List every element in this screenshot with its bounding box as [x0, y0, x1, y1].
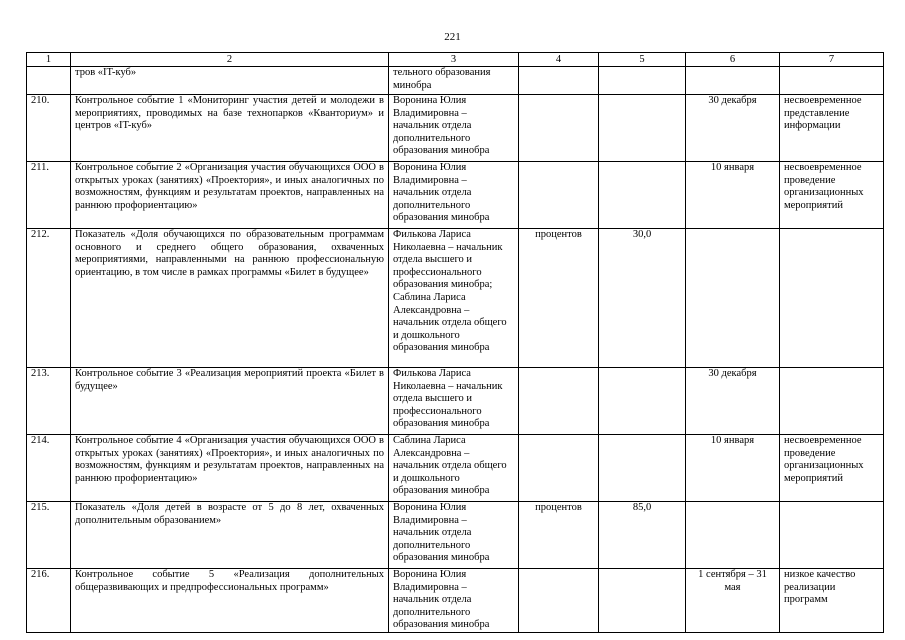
cell-name: Контрольное событие 4 «Организация участия обучающихся ООО в открытых уроках (занятиях) «Проектория», и иных аналогичных по возможностям, функциям и результатам проектов, направленных на раннюю профориентацию»: [71, 435, 389, 502]
cell-value: 85,0: [599, 502, 686, 569]
column-header: 1: [27, 53, 71, 67]
cell-unit: [519, 95, 599, 162]
cell-name: Контрольное событие 1 «Мониторинг участия детей и молодежи в мероприятиях, проводимых на базе технопарков «Кванториум» и центров «IT-куб»: [71, 95, 389, 162]
table-row: [27, 229, 884, 368]
cell-number: 212.: [27, 229, 71, 368]
cell-responsible: Воронина Юлия Владимировна – начальник отдела дополнительного образования минобра: [389, 502, 519, 569]
cell-responsible: Филькова Лариса Николаевна – начальник отдела высшего и профессионального образования минобра: [389, 368, 519, 435]
cell-value: [599, 95, 686, 162]
cell-responsible: Филькова Лариса Николаевна – начальник отдела высшего и профессионального образования минобра; Саблина Лариса Александровна – начальник отдела общего и дошкольного образования минобра: [389, 229, 519, 368]
cell-value: [599, 162, 686, 229]
cell-date: 30 декабря: [686, 368, 780, 435]
cell-date: 1 сентября – 31 мая: [686, 569, 780, 633]
cell-risk: [780, 502, 884, 569]
data-table: [26, 52, 884, 633]
cell-unit: процентов: [519, 229, 599, 368]
cell-risk: низкое качество реализации программ: [780, 569, 884, 633]
cell-responsible: Воронина Юлия Владимировна – начальник отдела дополнительного образования минобра: [389, 569, 519, 633]
cell-unit: [519, 569, 599, 633]
cell-number: 213.: [27, 368, 71, 435]
cell-risk: [780, 67, 884, 95]
cell-number: 214.: [27, 435, 71, 502]
cell-risk: [780, 368, 884, 435]
table-row: [27, 368, 884, 435]
cell-name: Показатель «Доля детей в возрасте от 5 до 8 лет, охваченных дополнительным образованием»: [71, 502, 389, 569]
cell-value: [599, 67, 686, 95]
cell-unit: [519, 67, 599, 95]
table-row: [27, 162, 884, 229]
column-header: 2: [71, 53, 389, 67]
cell-name: Контрольное событие 3 «Реализация мероприятий проекта «Билет в будущее»: [71, 368, 389, 435]
column-header: 4: [519, 53, 599, 67]
cell-responsible: тельного образования минобра: [389, 67, 519, 95]
cell-date: 10 января: [686, 435, 780, 502]
cell-responsible: Саблина Лариса Александровна – начальник отдела общего и дошкольного образования минобра: [389, 435, 519, 502]
column-header: 7: [780, 53, 884, 67]
table-row: [27, 569, 884, 633]
cell-risk: несвоевременное проведение организационных мероприятий: [780, 162, 884, 229]
cell-name: Контрольное событие 5 «Реализация дополнительных общеразвивающих и предпрофессиональных программ»: [71, 569, 389, 633]
column-header: 5: [599, 53, 686, 67]
cell-unit: процентов: [519, 502, 599, 569]
page-number: 221: [444, 31, 461, 43]
cell-number: 211.: [27, 162, 71, 229]
cell-unit: [519, 162, 599, 229]
cell-unit: [519, 368, 599, 435]
table-row: [27, 95, 884, 162]
cell-responsible: Воронина Юлия Владимировна – начальник отдела дополнительного образования минобра: [389, 162, 519, 229]
cell-risk: несвоевременное проведение организационных мероприятий: [780, 435, 884, 502]
cell-date: 30 декабря: [686, 95, 780, 162]
table-row: [27, 67, 884, 95]
cell-date: [686, 229, 780, 368]
cell-date: [686, 67, 780, 95]
header-row: [27, 53, 884, 67]
cell-value: [599, 368, 686, 435]
cell-number: 210.: [27, 95, 71, 162]
cell-responsible: Воронина Юлия Владимировна – начальник отдела дополнительного образования минобра: [389, 95, 519, 162]
column-header: 3: [389, 53, 519, 67]
cell-number: [27, 67, 71, 95]
cell-date: [686, 502, 780, 569]
cell-number: 215.: [27, 502, 71, 569]
cell-risk: несвоевременное представление информации: [780, 95, 884, 162]
cell-value: 30,0: [599, 229, 686, 368]
cell-value: [599, 435, 686, 502]
table-row: [27, 502, 884, 569]
table-row: [27, 435, 884, 502]
cell-date: 10 января: [686, 162, 780, 229]
cell-name: тров «IT-куб»: [71, 67, 389, 95]
cell-risk: [780, 229, 884, 368]
cell-value: [599, 569, 686, 633]
cell-unit: [519, 435, 599, 502]
column-header: 6: [686, 53, 780, 67]
cell-name: Контрольное событие 2 «Организация участия обучающихся ООО в открытых уроках (занятиях) «Проектория», и иных аналогичных по возможностям, функциям и результатам проектов, направленных на раннюю профориентацию»: [71, 162, 389, 229]
cell-name: Показатель «Доля обучающихся по образовательным программам основного и среднего общего образования, охваченных мероприятиями, направленными на раннюю профессиональную ориентацию, в том числе в рамках программы «Билет в будущее»: [71, 229, 389, 368]
cell-number: 216.: [27, 569, 71, 633]
